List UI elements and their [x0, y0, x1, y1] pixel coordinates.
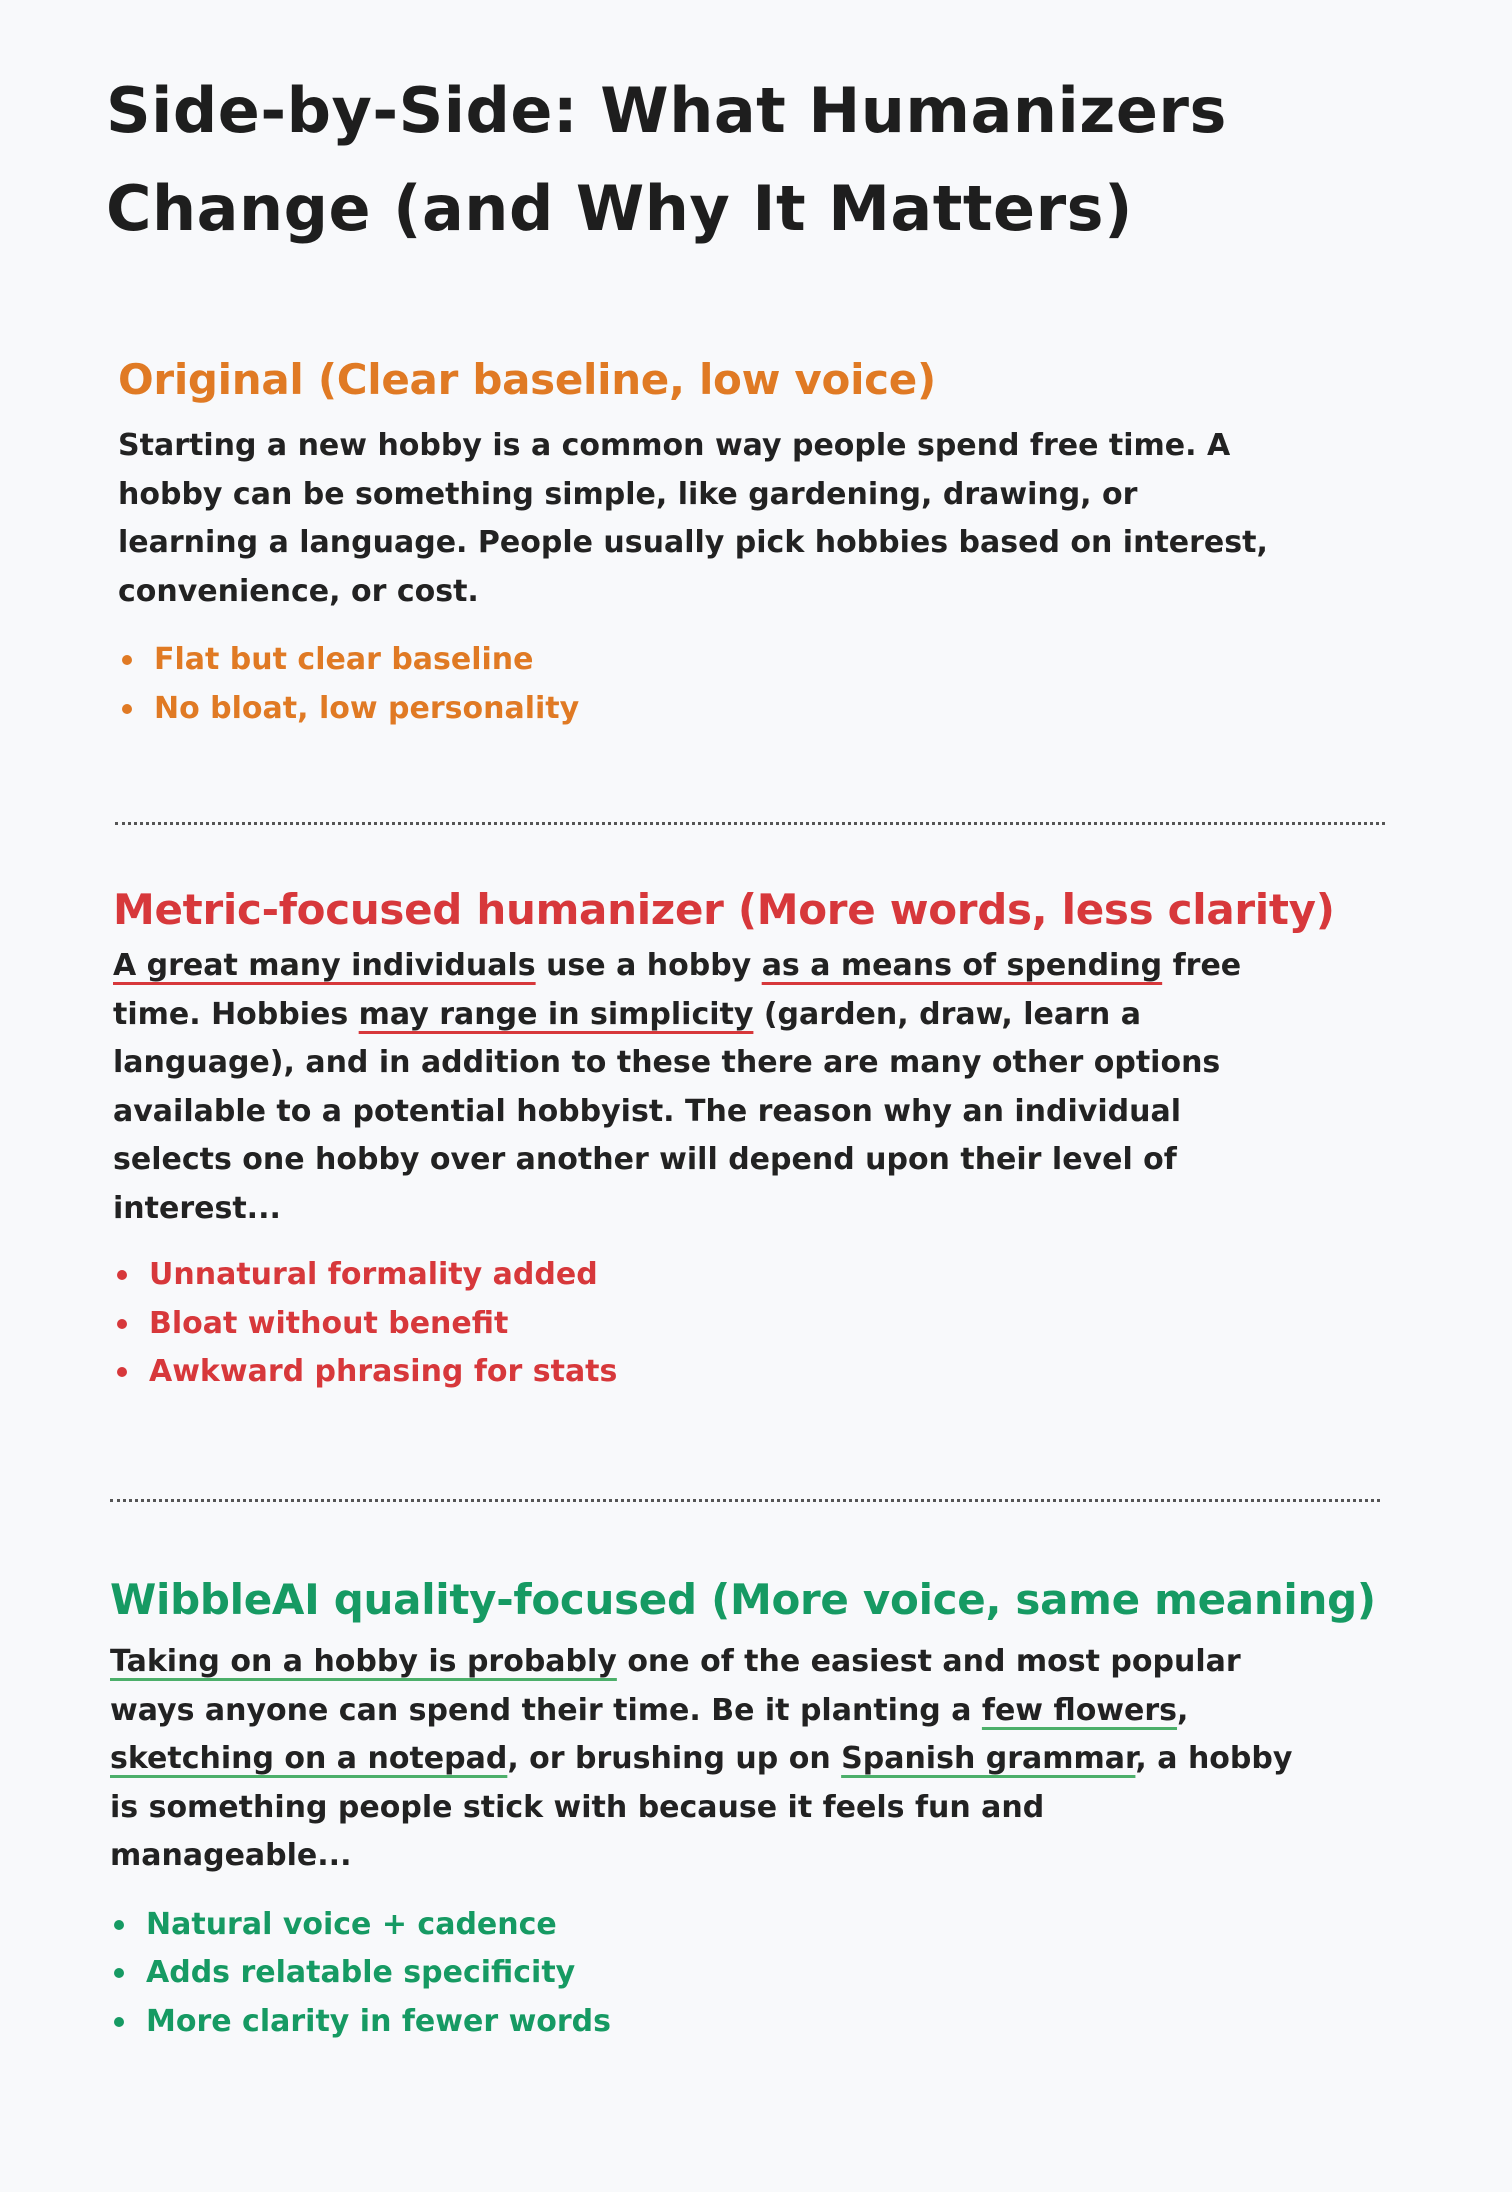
- takeaway-item: [118, 685, 1468, 734]
- text-segment: time. Hobbies: [113, 996, 359, 1032]
- text-segment: , a hobby: [1135, 1741, 1293, 1776]
- example-paragraph: [110, 1638, 1500, 1881]
- bullet-dot-icon: [122, 704, 132, 714]
- highlighted-phrase: A great many individuals: [113, 948, 536, 983]
- text-segment: learning a language. People usually pick hobbies based on interest,: [118, 525, 1268, 560]
- takeaway-text: Awkward phrasing for stats: [149, 1354, 618, 1389]
- takeaway-item: [113, 1251, 1493, 1300]
- example-paragraph: [118, 422, 1468, 616]
- highlighted-phrase: Spanish grammar: [841, 1741, 1136, 1776]
- highlighted-phrase: sketching on a notepad: [110, 1741, 508, 1776]
- takeaway-text: Flat but clear baseline: [154, 642, 534, 677]
- takeaway-item: [113, 1300, 1493, 1349]
- highlighted-phrase: few flowers: [981, 1692, 1178, 1728]
- title-line: Side-by-Side: What Humanizers: [106, 74, 1227, 147]
- text-segment: Starting a new hobby is a common way people spend free time. A: [118, 428, 1231, 463]
- title-line: Change (and Why It Matters): [106, 172, 1133, 245]
- section-wibbleai-humanizer: [110, 1570, 1500, 2046]
- paragraph-line: [110, 1784, 1500, 1833]
- text-segment: ,: [1177, 1692, 1189, 1728]
- text-segment: interest...: [113, 1190, 281, 1226]
- bullet-dot-icon: [114, 2017, 124, 2027]
- section-divider: [115, 822, 1385, 825]
- text-segment: (garden, draw, learn a: [753, 996, 1141, 1032]
- text-segment: selects one hobby over another will depend upon their level of: [113, 1142, 1177, 1177]
- highlighted-phrase: Taking on a hobby is probably: [110, 1644, 617, 1679]
- section-heading: WibbleAI quality-focused (More voice, same meaning): [110, 1575, 1376, 1624]
- text-segment: convenience, or cost.: [118, 573, 479, 609]
- text-segment: one of the easiest and most popular: [616, 1644, 1241, 1679]
- section-metric-humanizer: [113, 880, 1493, 1397]
- paragraph-line: [113, 1185, 1493, 1234]
- bullet-dot-icon: [117, 1367, 127, 1377]
- section-heading: Metric-focused humanizer (More words, less clarity): [113, 885, 1335, 934]
- bullet-dot-icon: [117, 1270, 127, 1280]
- paragraph-line: [113, 991, 1493, 1040]
- paragraph-line: [110, 1638, 1500, 1687]
- paragraph-line: [118, 519, 1468, 568]
- paragraph-line: [110, 1687, 1500, 1736]
- bullet-dot-icon: [114, 1920, 124, 1930]
- text-segment: ways anyone can spend their time. Be it planting a: [110, 1692, 982, 1728]
- bullet-dot-icon: [114, 1968, 124, 1978]
- paragraph-line: [113, 1039, 1493, 1088]
- takeaway-text: Natural voice + cadence: [146, 1906, 557, 1942]
- text-segment: free: [1162, 948, 1242, 983]
- paragraph-line: [113, 1136, 1493, 1185]
- paragraph-line: [110, 1832, 1500, 1881]
- takeaway-text: Bloat without benefit: [149, 1305, 509, 1341]
- takeaway-item: [113, 1348, 1493, 1397]
- bullet-dot-icon: [122, 655, 132, 665]
- takeaway-text: More clarity in fewer words: [146, 2003, 612, 2039]
- section-original: [118, 350, 1468, 733]
- section-heading: Original (Clear baseline, low voice): [118, 355, 936, 404]
- takeaway-text: No bloat, low personality: [154, 690, 580, 726]
- text-segment: hobby can be something simple, like gardening, drawing, or: [118, 476, 1138, 512]
- paragraph-line: [118, 471, 1468, 520]
- text-segment: available to a potential hobbyist. The reason why an individual: [113, 1093, 1181, 1129]
- takeaway-item: [110, 1901, 1500, 1950]
- page-title: [106, 62, 1227, 258]
- paragraph-line: [113, 942, 1493, 991]
- takeaway-list: [113, 1251, 1493, 1397]
- bullet-dot-icon: [117, 1319, 127, 1329]
- paragraph-line: [110, 1735, 1500, 1784]
- takeaway-item: [110, 1998, 1500, 2047]
- highlighted-phrase: as a means of spending: [761, 948, 1163, 983]
- text-segment: , or brushing up on: [507, 1741, 842, 1776]
- section-divider: [110, 1499, 1380, 1502]
- takeaway-list: [110, 1901, 1500, 2047]
- paragraph-line: [113, 1088, 1493, 1137]
- paragraph-line: [118, 568, 1468, 617]
- text-segment: language), and in addition to these there are many other options: [113, 1045, 1221, 1080]
- text-segment: manageable...: [110, 1838, 352, 1873]
- paragraph-line: [118, 422, 1468, 471]
- takeaway-item: [110, 1949, 1500, 1998]
- text-segment: is something people stick with because it feels fun and: [110, 1789, 1045, 1825]
- takeaway-text: Unnatural formality added: [149, 1257, 598, 1292]
- takeaway-list: [118, 636, 1468, 733]
- takeaway-text: Adds relatable specificity: [146, 1955, 576, 1990]
- highlighted-phrase: may range in simplicity: [358, 996, 754, 1032]
- text-segment: use a hobby: [535, 948, 762, 983]
- takeaway-item: [118, 636, 1468, 685]
- example-paragraph: [113, 942, 1493, 1233]
